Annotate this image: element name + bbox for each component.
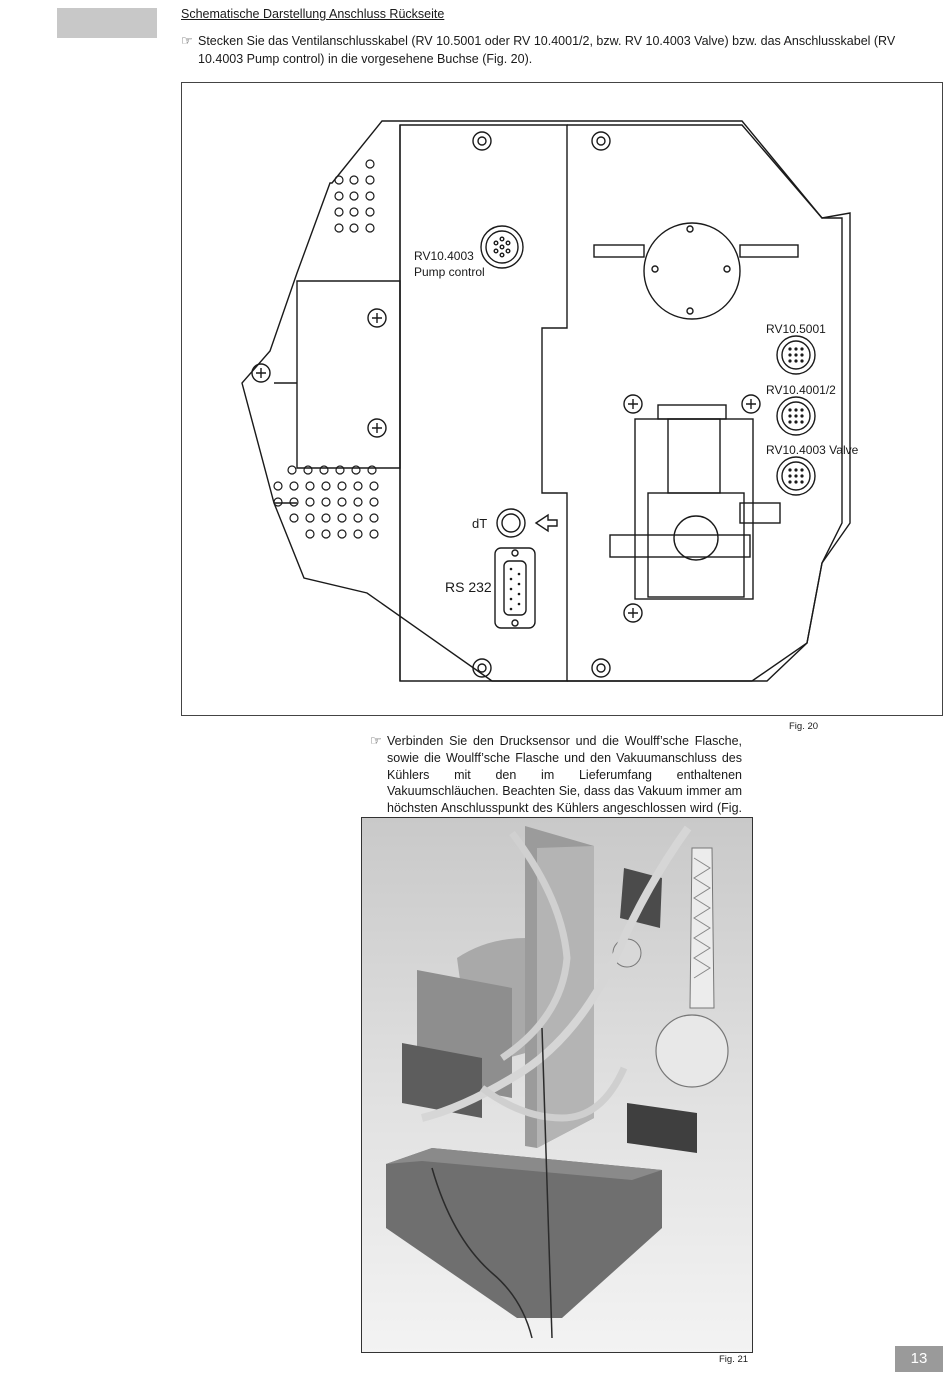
rotary-evaporator-photo [361, 817, 753, 1353]
label-pump-control-2: Pump control [414, 265, 485, 279]
label-pump-control-1: RV10.4003 [414, 249, 474, 263]
figure-20-caption: Fig. 20 [789, 721, 819, 732]
header-tab [57, 8, 157, 38]
label-rv10-5001: RV10.5001 [766, 322, 826, 336]
instruction-paragraph-1 [181, 32, 941, 68]
pointing-hand-icon: ☞ [370, 733, 382, 748]
label-rs232: RS 232 [445, 579, 492, 595]
label-rv10-4001-2: RV10.4001/2 [766, 383, 836, 397]
figure-21-caption: Fig. 21 [719, 1354, 749, 1365]
label-dt: dT [472, 516, 488, 531]
page-number: 13 [895, 1346, 943, 1372]
rear-panel-diagram [181, 82, 943, 716]
label-rv10-4003-valve: RV10.4003 Valve [766, 443, 859, 457]
pointing-hand-icon: ☞ [181, 33, 193, 48]
instruction-text-2: Verbinden Sie den Drucksensor und die Woulff’sche Flasche, sowie die Woulff’sche Flasche und den Vakuumanschluss des Kühlers mit den im Lieferumfang enthaltenen Vakuumschläuchen. Beachten Sie, dass das Vakuum immer am höchsten Anschlusspunkt des Kühlers angeschlossen wird (Fig. [387, 734, 742, 816]
section-heading: Schematische Darstellung Anschluss Rückseite [181, 7, 445, 21]
instruction-text-1: Stecken Sie das Ventilanschlusskabel (RV 10.5001 oder RV 10.4001/2, bzw. RV 10.4003 Valve) bzw. das Anschlusskabel (RV 10.4003 Pump control) in die vorgesehene Buchse (Fig. 20). [198, 34, 896, 66]
